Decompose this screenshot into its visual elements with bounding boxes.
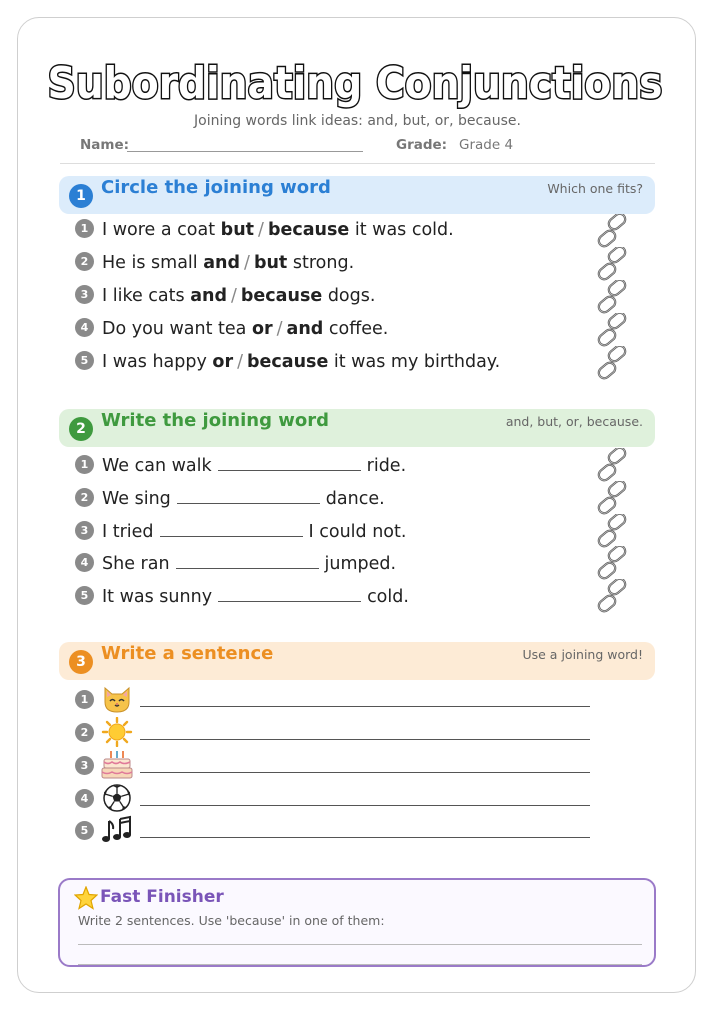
option-two[interactable]: but [253, 253, 288, 273]
option-one[interactable]: but [220, 220, 255, 240]
sentence-end: dance. [325, 489, 385, 509]
sentence-end: cold. [367, 587, 409, 607]
list-item: 4 Do you want tea or / and coffee. [75, 319, 388, 345]
fast-finisher-box [58, 878, 656, 967]
chain-link-icon [594, 346, 630, 380]
item-number: 3 [75, 521, 94, 540]
chain-link-icon [594, 579, 630, 613]
sentence-start: We can walk [102, 456, 212, 476]
answer-blank[interactable] [218, 453, 361, 471]
star-icon [74, 886, 98, 910]
item-number: 1 [75, 690, 94, 709]
sentence-end: strong. [292, 253, 355, 273]
section-2-header [59, 409, 655, 447]
option-two[interactable]: because [246, 352, 329, 372]
cat-face-icon [100, 684, 134, 714]
item-number: 1 [75, 455, 94, 474]
answer-blank[interactable] [218, 584, 361, 602]
item-number: 5 [75, 351, 94, 370]
grade-value: Grade 4 [459, 137, 514, 153]
item-number: 3 [75, 756, 94, 775]
answer-line[interactable] [78, 944, 642, 945]
sentence-line[interactable] [140, 837, 590, 838]
sentence-start: I like cats [102, 286, 185, 306]
item-number: 1 [75, 219, 94, 238]
svg-text:Subordinating Conjunctions: Subordinating Conjunctions [47, 58, 663, 109]
sentence-end: dogs. [327, 286, 376, 306]
section-number: 2 [69, 417, 93, 441]
sun-icon [100, 717, 134, 747]
answer-blank[interactable] [160, 519, 303, 537]
sentence-line[interactable] [140, 772, 590, 773]
item-number: 3 [75, 285, 94, 304]
answer-blank[interactable] [176, 551, 319, 569]
list-item [75, 519, 406, 545]
section-hint: and, but, or, because. [505, 414, 643, 429]
sentence-start: I tried [102, 522, 154, 542]
section-title: Write a sentence [101, 643, 274, 664]
section-hint: Use a joining word! [522, 647, 643, 662]
chain-link-icon [594, 514, 630, 548]
sentence-end: it was my birthday. [333, 352, 501, 372]
item-number: 2 [75, 252, 94, 271]
section-hint: Which one fits? [547, 181, 643, 196]
fast-finisher-instructions: Write 2 sentences. Use 'because' in one of them: [78, 913, 385, 928]
section-number: 3 [69, 650, 93, 674]
name-label: Name: [80, 137, 130, 153]
chain-link-icon [594, 448, 630, 482]
item-number: 5 [75, 821, 94, 840]
list-item: 1 I wore a coat but / because it was cold. [75, 220, 454, 246]
fast-finisher-title: Fast Finisher [100, 887, 224, 907]
sentence-line[interactable] [140, 706, 590, 707]
divider [60, 163, 655, 164]
answer-line[interactable] [78, 964, 642, 965]
name-field[interactable] [127, 151, 363, 152]
sentence-start: She ran [102, 554, 170, 574]
answer-blank[interactable] [177, 486, 320, 504]
sentence-start: We sing [102, 489, 171, 509]
list-item [75, 584, 409, 610]
item-number: 4 [75, 553, 94, 572]
option-one[interactable]: or [212, 352, 234, 372]
sentence-end: ride. [366, 456, 407, 476]
list-item: 2 He is small and / but strong. [75, 253, 354, 279]
sentence-end: coffee. [328, 319, 389, 339]
section-number: 1 [69, 184, 93, 208]
option-one[interactable]: and [203, 253, 241, 273]
sentence-end: jumped. [324, 554, 397, 574]
sentence-start: It was sunny [102, 587, 213, 607]
birthday-cake-icon [100, 750, 134, 780]
grade-label: Grade: [396, 137, 448, 153]
sentence-line[interactable] [140, 805, 590, 806]
section-3-header [59, 642, 655, 680]
worksheet-title [30, 50, 680, 120]
section-1-header [59, 176, 655, 214]
sentence-end: I could not. [308, 522, 407, 542]
list-item: 5 I was happy or / because it was my birthday. [75, 352, 500, 378]
list-item [75, 551, 396, 577]
list-item [75, 453, 406, 479]
item-number: 2 [75, 723, 94, 742]
chain-link-icon [594, 280, 630, 314]
option-one[interactable]: or [251, 319, 273, 339]
soccer-ball-icon [100, 783, 134, 813]
sentence-start: I wore a coat [102, 220, 216, 240]
option-two[interactable]: because [267, 220, 350, 240]
sentence-start: Do you want tea [102, 319, 247, 339]
sentence-start: I was happy [102, 352, 207, 372]
chain-link-icon [594, 313, 630, 347]
sentence-end: it was cold. [354, 220, 454, 240]
item-number: 4 [75, 789, 94, 808]
chain-link-icon [594, 546, 630, 580]
sentence-line[interactable] [140, 739, 590, 740]
option-two[interactable]: because [240, 286, 323, 306]
chain-link-icon [594, 214, 630, 248]
list-item [75, 486, 385, 512]
section-title: Circle the joining word [101, 177, 331, 198]
item-number: 2 [75, 488, 94, 507]
subtitle: Joining words link ideas: and, but, or, because. [194, 113, 521, 129]
list-item: 3 I like cats and / because dogs. [75, 286, 375, 312]
option-one[interactable]: and [190, 286, 227, 306]
chain-link-icon [594, 247, 630, 281]
option-two[interactable]: and [286, 319, 324, 339]
sentence-start: He is small [102, 253, 198, 273]
item-number: 4 [75, 318, 94, 337]
item-number: 5 [75, 586, 94, 605]
chain-link-icon [594, 481, 630, 515]
music-notes-icon [100, 815, 134, 845]
section-title: Write the joining word [101, 410, 329, 431]
